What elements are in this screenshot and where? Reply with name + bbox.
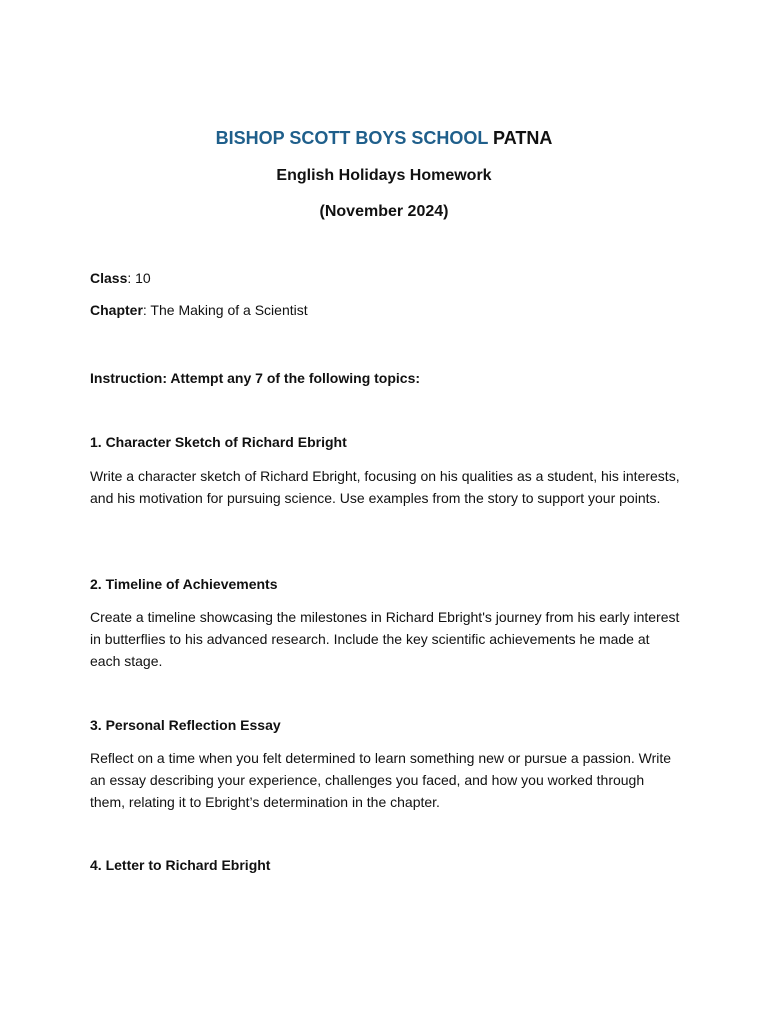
class-label: Class — [90, 270, 128, 286]
homework-subtitle: English Holidays Homework — [276, 167, 492, 184]
instruction-text: Instruction: Attempt any 7 of the following topics: — [90, 370, 421, 386]
chapter-value: : The Making of a Scientist — [142, 302, 308, 318]
class-value: : 10 — [127, 270, 151, 286]
topic-4-title: 4. Letter to Richard Ebright — [90, 857, 271, 873]
topic-3-title: 3. Personal Reflection Essay — [90, 717, 281, 733]
chapter-field — [90, 300, 308, 320]
topic-1-body: Write a character sketch of Richard Ebright, focusing on his qualities as a student, his interests, and his motivation for pursuing science. Use examples from the story to support your points. — [90, 468, 680, 506]
school-name: BISHOP SCOTT BOYS SCHOOL — [215, 128, 489, 148]
class-field — [90, 268, 151, 288]
topic-1-title: 1. Character Sketch of Richard Ebright — [90, 434, 347, 450]
topic-2-body: Create a timeline showcasing the milestones in Richard Ebright's journey from his early interest in butterflies to his advanced research. Include the key scientific achievements he made at each stage. — [90, 609, 680, 669]
homework-date: (November 2024) — [319, 203, 449, 220]
chapter-label: Chapter — [90, 302, 143, 318]
topic-3-body: Reflect on a time when you felt determined to learn something new or pursue a passion. Write an essay describing your experience, challenges you faced, and how you worked through them, relating it to Ebright’s determination in the chapter. — [90, 750, 672, 810]
school-title — [0, 126, 768, 150]
school-city: PATNA — [493, 128, 553, 148]
topic-2-title: 2. Timeline of Achievements — [90, 576, 278, 592]
